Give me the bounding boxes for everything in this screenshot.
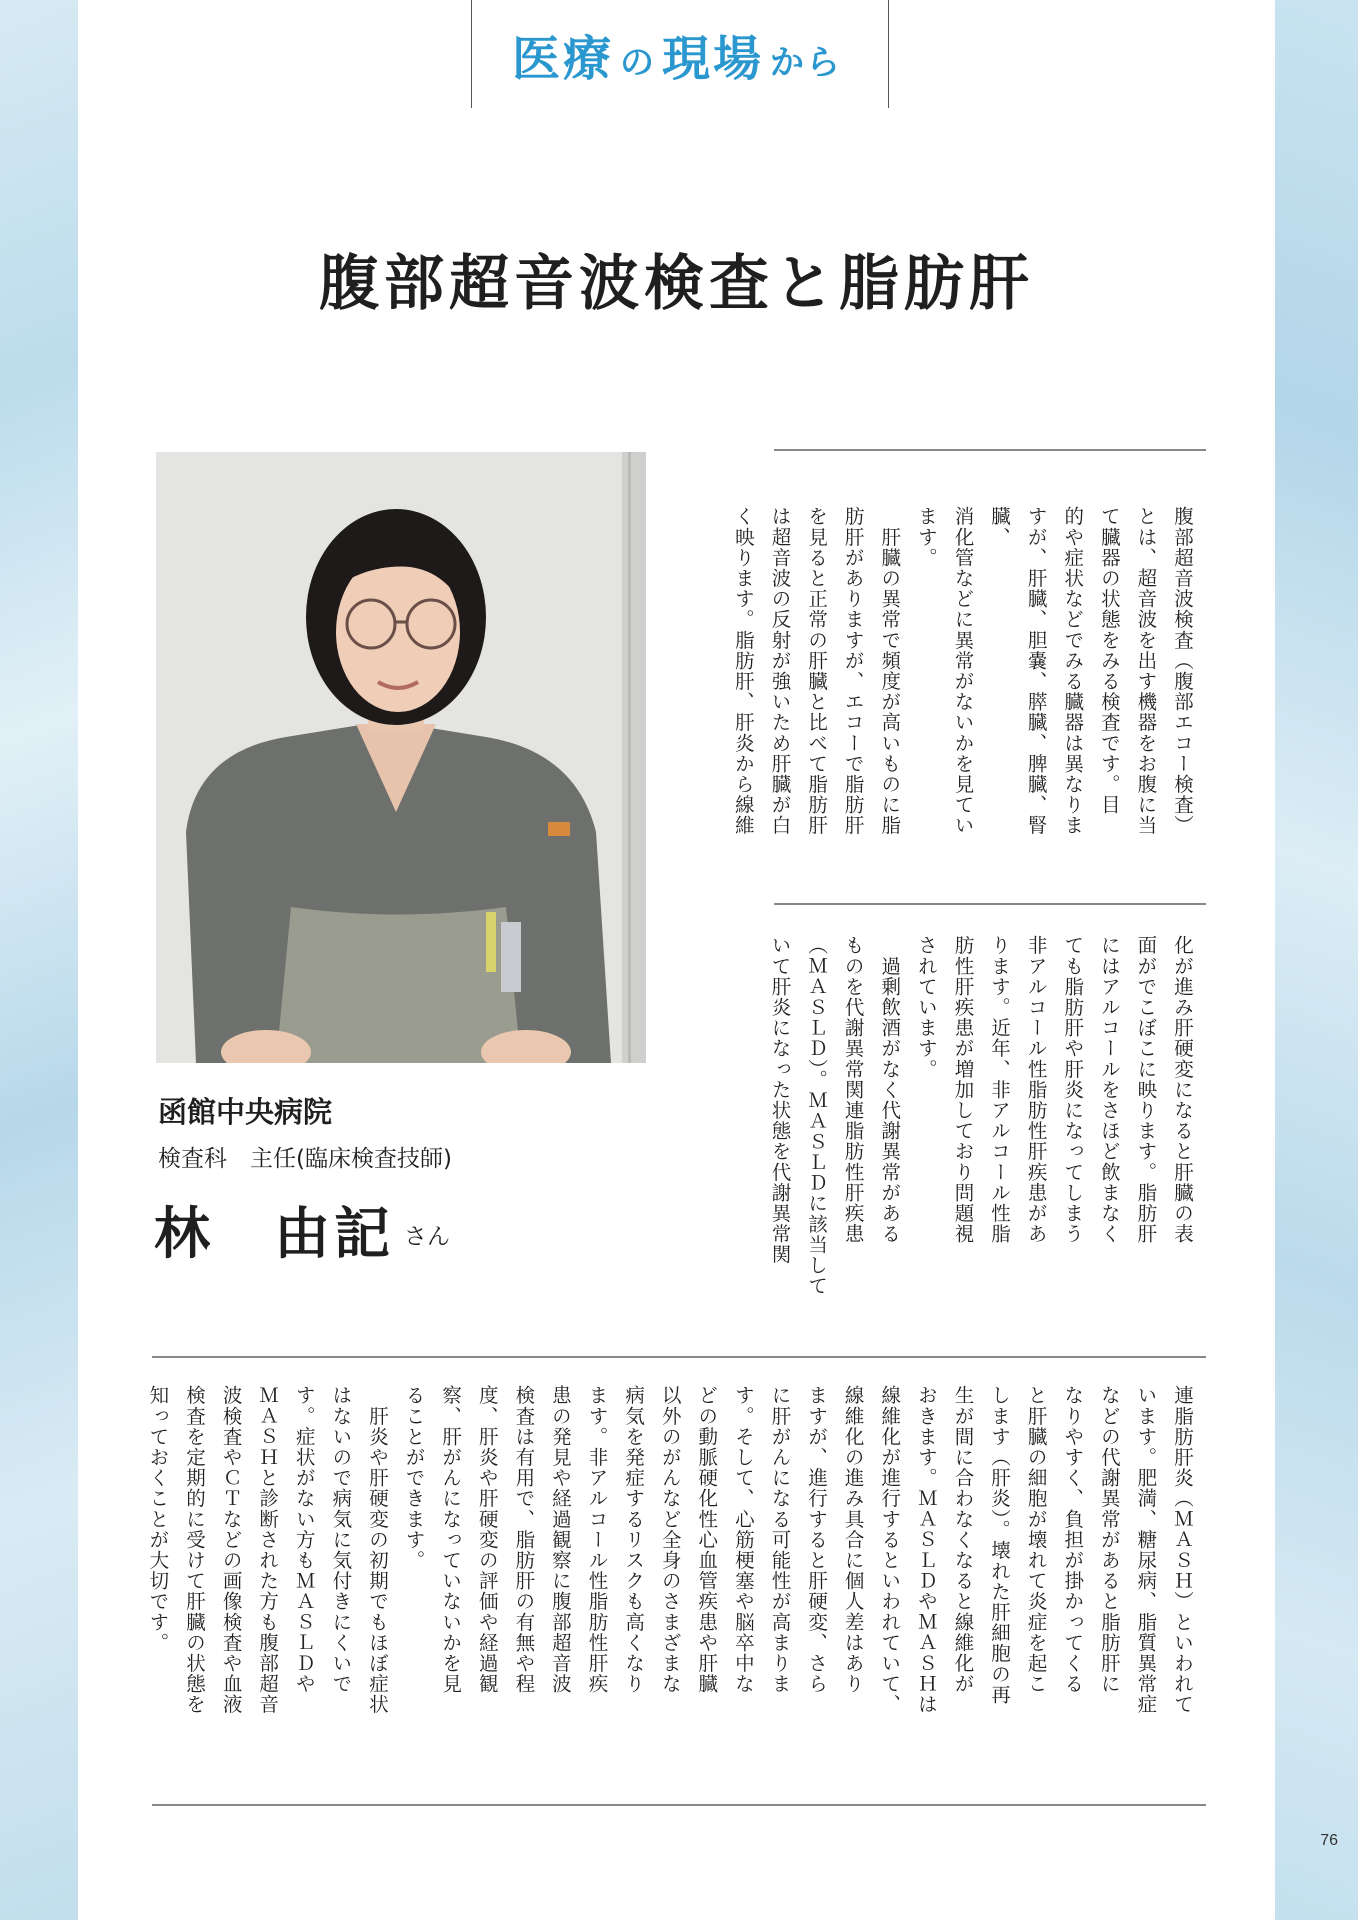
article-title: 腹部超音波検査と脂肪肝 [319,249,1034,319]
article-block-1: 腹部超音波検査（腹部エコー検査） とは、超音波を出す機器をお腹に当 て臓器の状態をみる検査です。目 的や症状などでみる臓器は異なりま すが、肝臓、胆嚢、膵臓、脾臓、腎臓、 消化管などに異常がないかを見てい ます。 肝臓の異常で頻度が高いものに脂 肪肝がありますが、エコーで脂肪肝 を見ると正常の肝臓と比べて脂肪肝 は超音波の反射が強いため肝臓が白 く映ります。脂肪肝、肝炎から線維 [731,506,1194,836]
department-title: 検査科 主任(臨床検査技師) [158,1146,452,1172]
header-word-2: 現場 [662,30,765,87]
article-block-3: 連脂肪肝炎（ＭＡＳＨ）といわれて います。肥満、糖尿病、脂質異常症 などの代謝異常があると脂肪肝に なりやすく、負担が掛かってくる と肝臓の細胞が壊れて炎症を起こ します（肝炎）。壊れた肝細胞の再 生が間に合わなくなると線維化が おきます。ＭＡＳＬＤやＭＡＳＨは 線維化が進行するといわれていて、 線維化の進み具合に個人差はあり ますが、進行すると肝硬変、さら に肝がんになる可能性が高まりま す。そして、心筋梗塞や脳卒中な どの動脈硬化性心血管疾患や肝臓 以外のがんなど全身のさまざまな 病気を発症するリスクも高くなり ます。非アルコール性脂肪性肝疾 患の発見や経過観察に腹部超音波 検査は有用で、脂肪肝の有無や程 度、肝炎や肝硬変の評価や経過観 察、肝がんになっていないかを見 ることができます。 肝炎や肝硬変の初期でもほぼ症状 はないので病気に気付きにくいで す。症状がない方もＭＡＳＬＤや ＭＡＳＨと診断された方も腹部超音 波検査やＣＴなどの画像検査や血液 検査を定期的に受けて肝臓の状態を 知っておくことが大切です。 [146,1385,1194,1715]
right-decorative-border [1275,0,1358,1920]
honorific: さん [404,1224,450,1250]
left-decorative-border [0,0,78,1920]
divider-top-right [774,449,1206,451]
section-header [471,0,889,108]
portrait-illustration [156,452,646,1063]
divider-lower [152,1356,1206,1358]
header-particle-1: の [620,42,656,83]
divider-middle-right [774,903,1206,905]
hospital-name: 函館中央病院 [158,1095,333,1129]
header-particle-2: から [770,42,843,83]
header-word-1: 医療 [511,30,614,87]
interviewee-name: 林 由記 [154,1201,394,1267]
article-block-2: 化が進み肝硬変になると肝臓の表 面がでこぼこに映ります。脂肪肝 にはアルコールをさほど飲まなく ても脂肪肝や肝炎になってしまう 非アルコール性脂肪性肝疾患があ ります。近年、非アルコール性脂 肪性肝疾患が増加しており問題視 されています。 過剰飲酒がなく代謝異常がある ものを代謝異常関連脂肪性肝疾患 （ＭＡＳＬＤ）。ＭＡＳＬＤに該当して いて肝炎になった状態を代謝異常関 [768,935,1194,1297]
magazine-page [78,0,1275,1920]
page-number: 76 [1320,1832,1338,1849]
interviewee-photo [156,452,646,1063]
divider-bottom [152,1804,1206,1806]
